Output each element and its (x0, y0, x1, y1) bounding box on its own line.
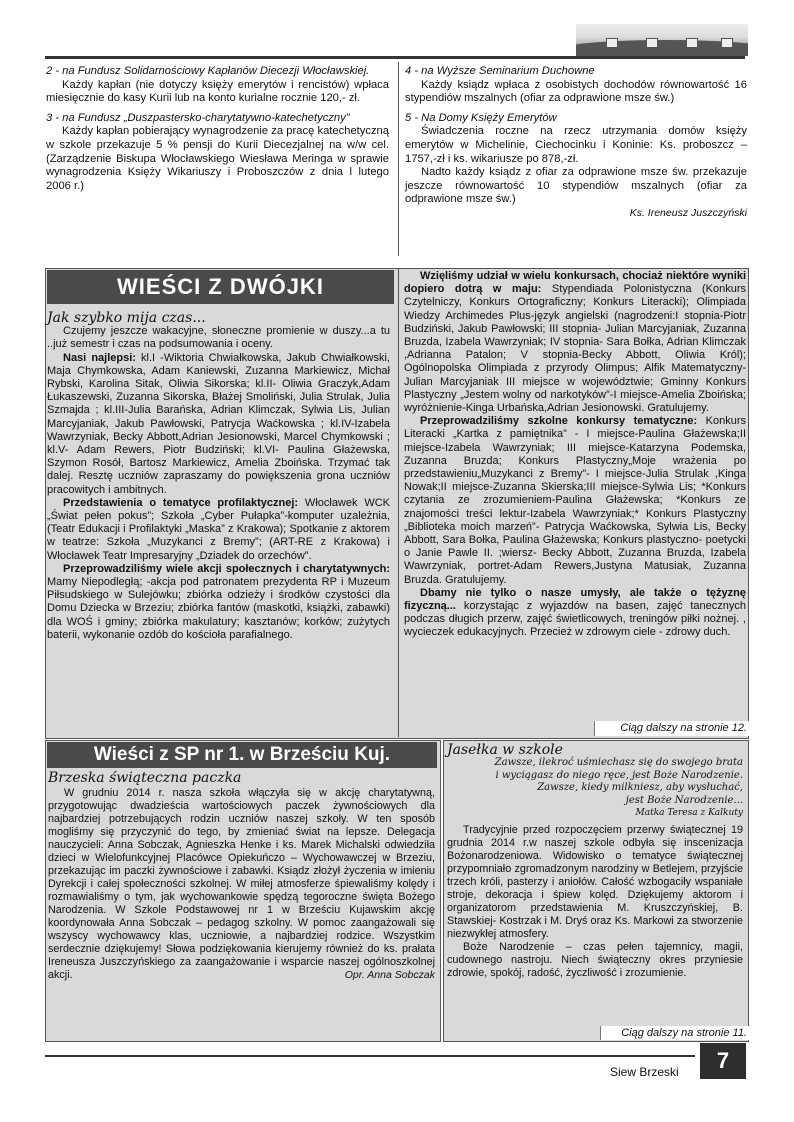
poem-author: Matka Teresa z Kalkuty (635, 808, 743, 819)
poem-line: jest Boże Narodzenie... (625, 794, 743, 806)
best-students-paragraph (47, 352, 390, 497)
jaselka-text-1: Tradycyjnie przed rozpoczęciem przerwy świątecznej 19 grudnia 2014 r.w naszej szkole odbyła się inscenizacja Bożonarodzeniowa. Widowisko o tematyce świątecznej przypomniało zgromadzonym narodziny w Betlejem, przyjście trzech króli, pasterzy i aniołów. Całość wzbogaciły wspaniałe stroje, dekoracja i śpiew kolęd. Dziękujemy aktorom i organizatorom przedstawienia M. Kruszczyńskiej, B. Stawskiej- Kostrzak i M. Dryś oraz Ks. Markowi za stworzenie niezwykłej atmosfery. (447, 823, 743, 940)
charity-paragraph (47, 563, 390, 642)
section-5-text: Świadczenia roczne na rzecz utrzymania domów księży emerytów w Michelinie, Ciechocinku i Koninie: Ks. proboszcz – 1757,-zł i ks. wikariusze po 878,-zł. (405, 125, 747, 165)
prevention-lead: Przedstawienia o tematyce profilaktycznej: (63, 496, 299, 509)
page-number: 7 (700, 1043, 746, 1079)
poem-line: Zawsze, ilekroć uśmiechasz się do swojego brata (494, 757, 743, 768)
header-photo-house (606, 38, 618, 48)
column-divider (398, 268, 399, 737)
motto-poem (447, 757, 743, 820)
header-photo-house (646, 38, 658, 48)
section-4-heading: 4 - na Wyższe Seminarium Duchowne (405, 65, 595, 77)
magazine-name: Siew Brzeski (610, 1065, 679, 1079)
section-3-heading: 3 - na Fundusz „Duszpastersko-charytatywno-katechetyczny” (46, 111, 350, 124)
school-contests-paragraph (404, 415, 746, 587)
section-2-text: Każdy kapłan (nie dotyczy księży emerytów i rencistów) wpłaca miesięcznie do kasy Kurii lub na konto kurialne rocznie 120,- zł. (46, 78, 389, 105)
contests-text: Stypendiada Polonistyczna (Konkurs Czytelniczy, Konkurs Ortograficzny; Konkurs Literacki); Olimpiada Wiedzy Archimedes Plus-język angielski (nagrodzeni:I stopnia-Piotr Budziński, Jakub Pawłowski; III stopnia- Julian Marcyjaniak, Zuzanna Bruzda, Izabela Wawrzyniak; IV stopnia- Sara Bołka, Adrian Klimczak ,Adrianna Patalon; V stopnia-Becky Abbott, Oliwia Król); Ogólnopolska Olimpiada z przyrody Olimpus; Alfik Matematyczny-Julian Marcyjaniak III miejsce w województwie; Gminny Konkurs Plastyczny „Jestem wolny od narkotyków”-I miejsce-Amelia Zboińska; wyróżnienie-Kinga Urbańska,Adrian Jesionowski. Gratulujemy. (404, 283, 746, 415)
jaselka-heading: Jasełka w szkole (447, 742, 563, 758)
prevention-text: Włocławek WCK „Świat pełen pokus”; Szkoła „Cyber Pułapka”-komputer uzależnia, (Teatr Edukacji i Profilaktyki „Maska” z Krakowa); Spotkanie z aktorem w teatrze: Szkoła „Muzykanci z Bremy”; (ART-RE z Krakowa) i Włocławek Teatr Impresaryjny „Dziadek do orzechów”. (47, 496, 390, 562)
header-photo-house (721, 38, 733, 48)
section-4-text: Każdy ksiądz wpłaca z osobistych dochodów równowartość 16 stypendiów mszalnych (ofiar za odprawione msze św.) (405, 78, 747, 105)
health-paragraph (404, 587, 746, 640)
best-students-text: kl.I -Wiktoria Chwiałkowska, Jakub Chwiałkowski, Maja Chymkowska, Adam Kaniewski, Zuzanna Markiewicz, Michał Rybski, Karolina Sitak, Oliwia Sikorska; kl.II- Oliwia Graczyk,Adam Łukaszewski, Zuzanna Sikorska, Błażej Smoliński, Julia Strulak, Julia Szmajda ; kl.III-Julia Barańska, Adrian Klimczak, Sylwia Lis, Julian Marcyjaniak, Jakub Pawłowski, Patrycja Waćkowska ; kl.IV-Izabela Wawrzyniak, Becky Abbott,Adrian Jesionowski, Marcel Chymkowski ; kl.V- Adam Rewers, Piotr Budziński; kl.VI- Paulina Głażewska, Szymon Rosół, Bartosz Markiewicz, Amelia Zboińska. Trzymać tak dalej. Resztę uczniów zapraszamy do powiększenia grona uczniów pracowitych i ambitnych. (47, 351, 390, 496)
sp1-banner: Wieści z SP nr 1. w Brześciu Kuj. (47, 742, 437, 768)
header-photo (576, 24, 748, 56)
footer-rule (45, 1055, 695, 1057)
charity-lead: Przeprowadziliśmy wiele akcji społecznych i charytatywnych: (63, 562, 390, 575)
top-left-column (46, 65, 389, 193)
school-contests-lead: Przeprowadziliśmy szkolne konkursy tematyczne: (420, 415, 698, 428)
sp1-column (48, 772, 435, 982)
header-rule (45, 56, 745, 59)
health-lead: Dbamy nie tylko o nasze umysły, ale także o tężyznę fizyczną... (404, 586, 746, 613)
jaselka-continued-note: Ciąg dalszy na stronie 11. (600, 1026, 751, 1040)
top-right-column (405, 65, 747, 221)
section-2-heading: 2 - na Fundusz Solidarnościowy Kapłanów Diecezji Włocławskiej. (46, 65, 370, 77)
dwojka-banner: WIEŚCI Z DWÓJKI (47, 270, 394, 304)
charity-text: Mamy Niepodległą; -akcja pod patronatem prezydenta RP i Muzeum Piłsudskiego w Sulejówku; zbiórka odzieży i środków czystości dla Domu Dziecka w Brzeziu; zbiórka fantów (maskotki, książki, zabawki) dla WOŚ i gminy; zbiórka makulatury; kasztanów; korków; zużytych baterii, wykonanie ozdób do kościoła parafialnego. (47, 576, 390, 641)
health-text: korzystając z wyjazdów na basen, zajęć tanecznych podczas długich przerw, zajęć świetlicowych, treningów piłki nożnej. , wycieczek edukacyjnych. Przecież w zdrowym ciele - zdrowy duch. (404, 600, 746, 639)
prevention-paragraph (47, 497, 390, 563)
dwojka-right-column (404, 270, 746, 640)
author-signature: Ks. Ireneusz Juszczyński (629, 206, 747, 219)
section-5-text-2: Nadto każdy ksiądz z ofiar za odprawione msze św. przekazuje jeszcze równowartość 10 stypendiów mszalnych (ofiar za odprawione msze św.) (405, 166, 747, 206)
dwojka-left-column (47, 312, 390, 642)
poem-line: Zawsze, kiedy milkniesz, aby wysłuchać, (537, 782, 743, 794)
dwojka-heading: Jak szybko mija czas... (47, 310, 206, 326)
dwojka-continued-note: Ciąg dalszy na stronie 12. (594, 721, 751, 736)
section-5-heading: 5 - Na Domy Księży Emerytów (405, 111, 557, 124)
sp1-text: W grudniu 2014 r. nasza szkoła włączyła się w akcję charytatywną, przygotowując dwadzieścia wartościowych paczek żywnościowych dla najbardziej potrzebujących rodzin uczniów naszej szkoły. W ten sposób mogliśmy się przyczynić do tego, by zmieniać świat na lepsze. Delegacja nauczycieli: Anna Sobczak, Agnieszka Henke i ks. Marek Michalski odwiedziła dzieci w Wielofunkcyjnej Placówce Opiekuńczo – Wychowawczej w Brzeziu, przekazując im paczki żywnościowe i zabawki. Ksiądz złożył życzenia w imieniu Dyrekcji i całej społeczności szkolnej. W miłej atmosferze śpiewaliśmy kolędy i rozmawialiśmy o tym, jak wychowankowie spędzą tegoroczne święta Bożego Narodzenia. W Szkole Podstawowej nr 1 w Brześciu Kujawskim akcję koordynowała Anna Sobczak – pedagog szkolny. W pomoc zaangażowali się wszyscy wychowawcy klas, uczniowie, a najbardziej rodzice. Wszystkim serdecznie dziękujemy! Słowa podziękowania kierujemy również do ks. prałata Ireneusza Juszczyńskiego za zaangażowanie i wsparcie naszej ogólnoszkolnej akcji. (48, 787, 435, 981)
jaselka-text-2: Boże Narodzenie – czas pełen tajemnicy, magii, cudownego nastroju. Niech świąteczny okres przyniesie zdrowie, spokój, radość, życzliwość i zrozumienie. (447, 940, 743, 979)
header-photo-house (686, 38, 698, 48)
sp1-author: Opr. Anna Sobczak (344, 969, 435, 981)
sp1-heading: Brzeska świąteczna paczka (48, 770, 242, 786)
poem-line: i wyciągasz do niego ręce, jest Boże Narodzenie. (495, 769, 743, 781)
jaselka-column (447, 744, 743, 980)
section-3-text: Każdy kapłan pobierający wynagrodzenie za pracę katechetyczną w szkole przekazuje 5 % pensji do Kurii Diecezjalnej na w/w cel. (Zarządzenie Biskupa Włocławskiego Wiesława Meringa w sprawie wynagrodzenia Księży Wikariuszy i Proboszczów z dnia l lutego 2006 r.) (46, 125, 389, 192)
contests-paragraph (404, 270, 746, 415)
best-students-lead: Nasi najlepsi: (63, 351, 136, 364)
school-contests-text: Konkurs Literacki „Kartka z pamiętnika” - I miejsce-Paulina Głażewska;II miejsce-Izabela Wawrzyniak; III miejsce-Katarzyna Podemska, Zuzanna Bruzda; Konkurs Plastyczny„Moje wrażenia po przedstawieniu„Muzykanci z Bremy”- I miejsce-Julia Strulak ,Kinga Nowak;II miejsce-Zuzanna Skierska;III miejsce-Sylwia Lis; *Konkurs czytania ze zrozumieniem-Paulina Głażewska; *Konkurs ze znajomości treści lektur-Izabela Wawrzyniak;* Konkurs Plastyczny „Biblioteka moich marzeń”- Patrycja Waćkowska, Sylwia Lis, Becky Abbott, Sara Bołka, Paulina Głażewska; Konkurs plastyczno- poetycki o Janie Pawle II. ;wiersz- Becky Abbott, Zuzanna Bruzda, Izabela Wawrzyniak, portret-Adam Rewers,Justyna Matusiak, Zuzanna Bruzda. Gratulujemy. (404, 415, 746, 586)
contests-lead: Wzięliśmy udział w wielu konkursach, chociaż niektóre wyniki dopiero dotrą w maju: (404, 270, 746, 296)
column-divider (398, 62, 399, 256)
dwojka-intro: Czujemy jeszcze wakacyjne, słoneczne promienie w duszy...a tu ..już semestr i czas na podsumowania i oceny. (47, 325, 390, 351)
